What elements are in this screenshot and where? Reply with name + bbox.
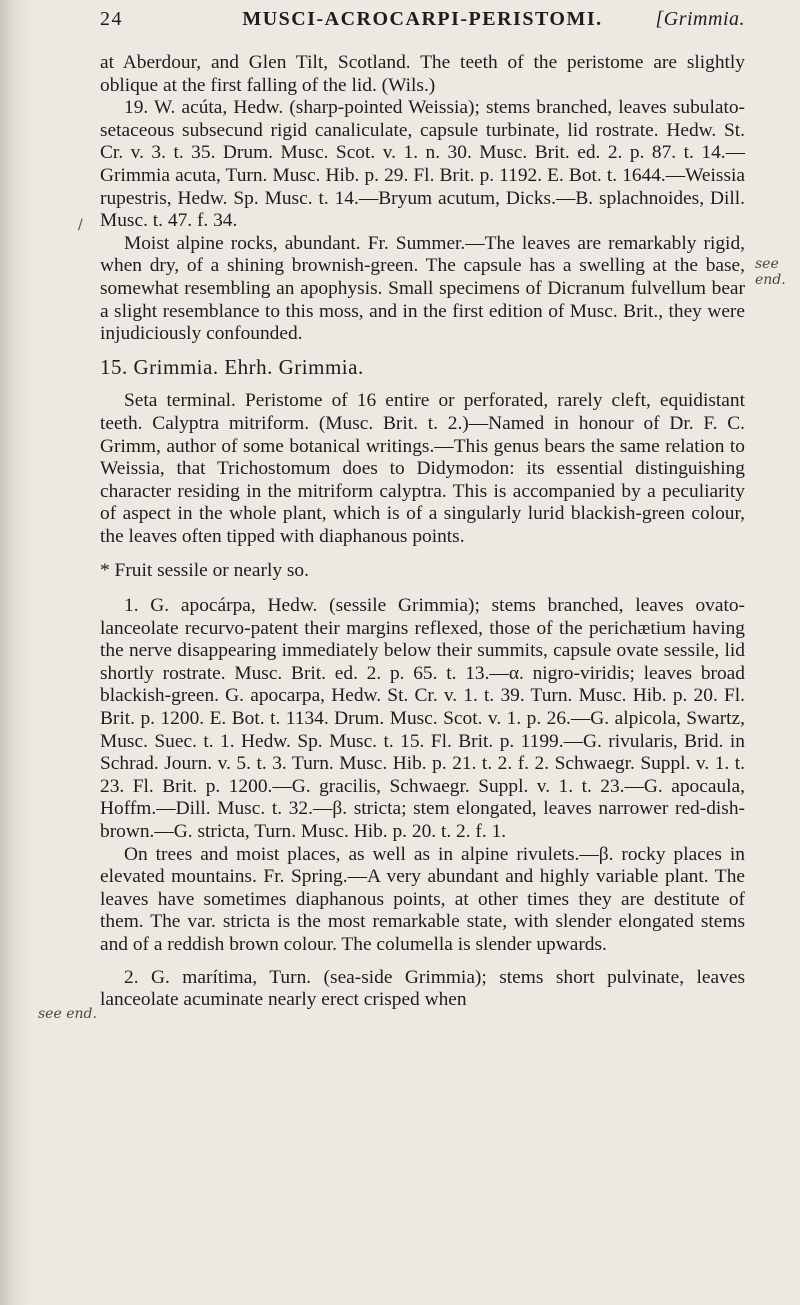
- section-heading-fruit-sessile: * Fruit sessile or nearly so.: [100, 560, 309, 582]
- body-text: [100, 52, 745, 1012]
- page-number: 24: [100, 8, 123, 30]
- handwritten-note-right: see end.: [755, 256, 786, 288]
- running-title: MUSCI-ACROCARPI-PERISTOMI.: [242, 8, 603, 30]
- running-head: [100, 8, 745, 36]
- running-genus: [Grimmia.: [655, 8, 745, 30]
- species-2-maritima: 2. G. marítima, Turn. (sea-side Grimmia); stems short pulvinate, leaves lanceolate acuminate nearly erect crisped when: [100, 966, 745, 1011]
- genus-description: Seta terminal. Peristome of 16 entire or perforated, rarely cleft, equidistant teeth. Calyptra mitriform. (Musc. Brit. t. 2.)—Named in honour of Dr. F. C. Grimm, author of some botanical writings.—This genus bears the same relation to Weissia, that Trichostomum does to Didymodon: its essential distinguishing character residing in the mitriform calyptra. This is accompanied by a peculiarity of aspect in the whole plant, which is of a singularly lurid blackish-green colour, the leaves often tipped with diaphanous points.: [100, 390, 745, 547]
- habitat-acuta: Moist alpine rocks, abundant. Fr. Summer.—The leaves are remarkably rigid, when dry, of a shining brownish-green. The capsule has a swelling at the base, somewhat resembling an apophysis. Small specimens of Dicranum fulvellum bear a slight resemblance to this moss, and in the first edition of Musc. Brit., they were injudiciously confounded.: [100, 232, 745, 345]
- genus-heading-grimmia: 15. Grimmia. Ehrh. Grimmia.: [100, 354, 364, 379]
- species-19-acuta: 19. W. acúta, Hedw. (sharp-pointed Weissia); stems branched, leaves subulato-setaceous subsecund rigid canaliculate, capsule turbinate, lid rostrate. Hedw. St. Cr. v. 3. t. 35. Drum. Musc. Scot. v. 1. n. 30. Musc. Brit. ed. 2. p. 87. t. 14.—Grimmia acuta, Turn. Musc. Hib. p. 29. Fl. Brit. p. 1192. E. Bot. t. 1644.—Weissia rupestris, Hedw. Sp. Musc. t. 14.—Bryum acutum, Dicks.—B. splachnoides, Dill. Musc. t. 47. f. 34.: [100, 97, 745, 232]
- pencil-tick-mark: /: [78, 217, 83, 233]
- paragraph-continuation: at Aberdour, and Glen Tilt, Scotland. The teeth of the peristome are slightly oblique at the first falling of the lid. (Wils.): [100, 52, 745, 96]
- species-1-apocarpa: 1. G. apocárpa, Hedw. (sessile Grimmia); stems branched, leaves ovato-lanceolate recurvo-patent their margins reflexed, those of the perichætium having the nerve disappearing immediately below their summits, capsule ovate sessile, lid shortly rostrate. Musc. Brit. ed. 2. p. 65. t. 13.—α. nigro-viridis; leaves broad blackish-green. G. apocarpa, Hedw. St. Cr. v. 1. t. 39. Turn. Musc. Hib. p. 20. Fl. Brit. p. 1200. E. Bot. t. 1134. Drum. Musc. Scot. v. 1. p. 26.—G. alpicola, Swartz, Musc. Suec. t. 1. Hedw. Sp. Musc. t. 15. Fl. Brit. p. 1199.—G. rivularis, Brid. in Schrad. Journ. v. 5. t. 3. Turn. Musc. Hib. p. 21. t. 2. f. 2. Schwaegr. Suppl. v. 1. t. 23. Fl. Brit. p. 1200.—G. gracilis, Schwaegr. Suppl. v. 1. t. 23.—G. apocaula, Hoffm.—Dill. Musc. t. 32.—β. stricta; stem elongated, leaves narrower red-dish-brown.—G. stricta, Turn. Musc. Hib. p. 20. t. 2. f. 1.: [100, 595, 745, 842]
- handwritten-note-left: see end.: [38, 1006, 97, 1022]
- habitat-apocarpa: On trees and moist places, as well as in alpine rivulets.—β. rocky places in elevated mountains. Fr. Spring.—A very abundant and highly variable plant. The leaves have sometimes diaphanous points, at other times they are destitute of them. The var. stricta is the most remarkable state, with slender elongated stems and of a reddish brown colour. The columella is slender upwards.: [100, 843, 745, 955]
- binding-shadow: [0, 0, 30, 1305]
